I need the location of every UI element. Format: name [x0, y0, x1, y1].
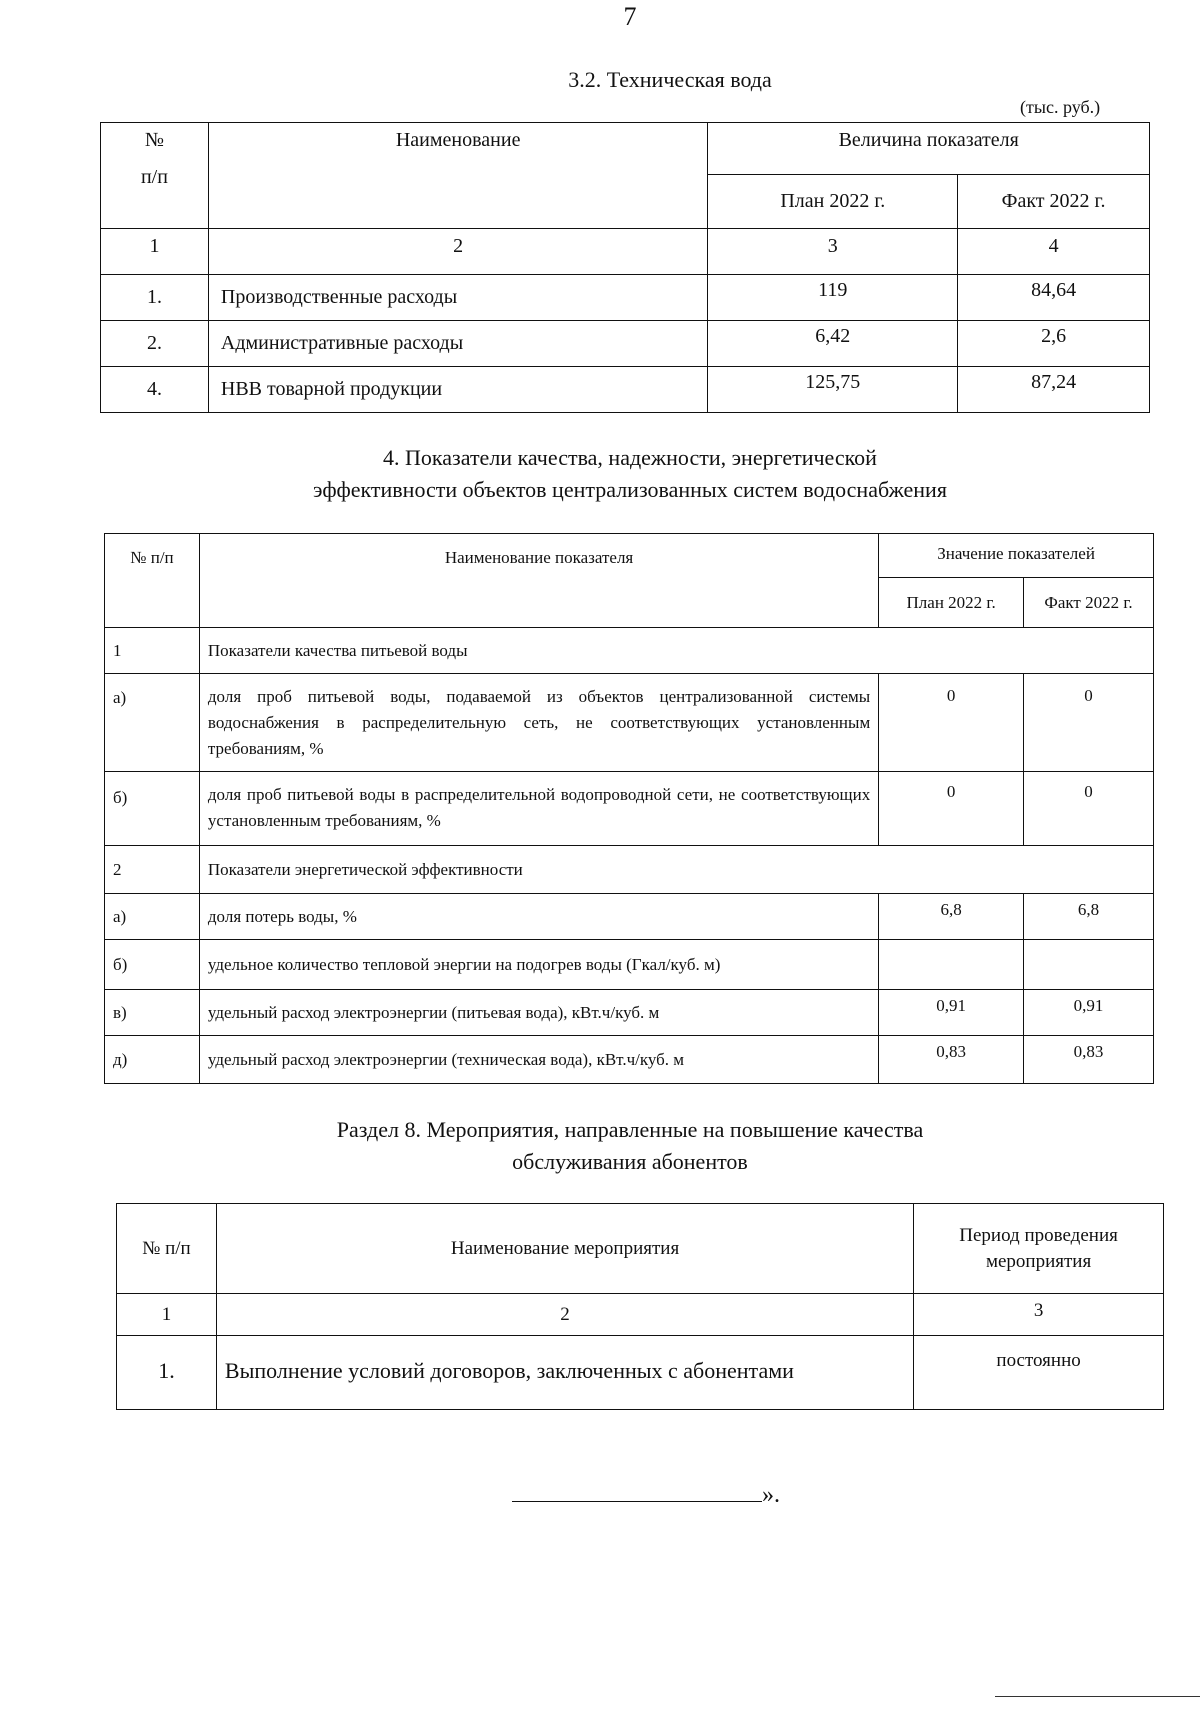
header-plan: План 2022 г.: [708, 175, 958, 229]
header-value: Значение показателей: [879, 534, 1154, 578]
table-row: 1. Выполнение условий договоров, заключенных с абонентами постоянно: [117, 1336, 1164, 1410]
page-number: 7: [623, 2, 637, 31]
closing-mark: ».: [512, 1482, 780, 1509]
bottom-rule: [995, 1696, 1200, 1697]
col-number: 2: [216, 1294, 913, 1336]
technical-water-table: [100, 122, 1150, 413]
header-name: Наименование показателя: [199, 534, 878, 628]
quality-indicators-table: [104, 533, 1154, 1084]
section-3-2-title: 3.2. Техническая вода: [568, 67, 772, 92]
table-row: в) удельный расход электроэнергии (питьевая вода), кВт.ч/куб. м 0,91 0,91: [105, 990, 1154, 1036]
section-8-title: Раздел 8. Мероприятия, направленные на повышение качества обслуживания абонентов: [336, 1117, 924, 1174]
header-name: Наименование: [208, 123, 708, 229]
header-num: № п/п: [101, 123, 209, 229]
table-row: 4. НВВ товарной продукции 125,75 87,24: [101, 367, 1150, 413]
col-number: 1: [101, 229, 209, 275]
col-number: 3: [708, 229, 958, 275]
table-row: 2. Административные расходы 6,42 2,6: [101, 321, 1150, 367]
group-row: 1 Показатели качества питьевой воды: [105, 628, 1154, 674]
group-row: 2 Показатели энергетической эффективности: [105, 846, 1154, 894]
col-number: 4: [958, 229, 1150, 275]
header-fact: Факт 2022 г.: [958, 175, 1150, 229]
table-row: б) удельное количество тепловой энергии на подогрев воды (Гкал/куб. м): [105, 940, 1154, 990]
unit-label: (тыс. руб.): [1020, 97, 1101, 117]
col-number: 3: [914, 1294, 1164, 1336]
header-value: Величина показателя: [708, 123, 1150, 175]
header-period: Период проведения мероприятия: [914, 1204, 1164, 1294]
header-num: № п/п: [117, 1204, 217, 1294]
header-fact: Факт 2022 г.: [1024, 578, 1154, 628]
table-row: а) доля потерь воды, % 6,8 6,8: [105, 894, 1154, 940]
col-number: 1: [117, 1294, 217, 1336]
table-row: д) удельный расход электроэнергии (техническая вода), кВт.ч/куб. м 0,83 0,83: [105, 1036, 1154, 1084]
table-row: а) доля проб питьевой воды, подаваемой из объектов централизованной системы водоснабжения в распределительную сеть, не соответствующих установленным требованиям, % 0 0: [105, 674, 1154, 772]
measures-table: [116, 1203, 1164, 1410]
col-number: 2: [208, 229, 708, 275]
header-plan: План 2022 г.: [879, 578, 1024, 628]
header-name: Наименование мероприятия: [216, 1204, 913, 1294]
signature-line: [512, 1501, 762, 1502]
header-num: № п/п: [105, 534, 200, 628]
table-row: 1. Производственные расходы 119 84,64: [101, 275, 1150, 321]
table-row: б) доля проб питьевой воды в распределительной водопроводной сети, не соответствующих установленным требованиям, % 0 0: [105, 772, 1154, 846]
section-4-title: 4. Показатели качества, надежности, энергетической эффективности объектов централизованных систем водоснабжения: [313, 445, 947, 502]
